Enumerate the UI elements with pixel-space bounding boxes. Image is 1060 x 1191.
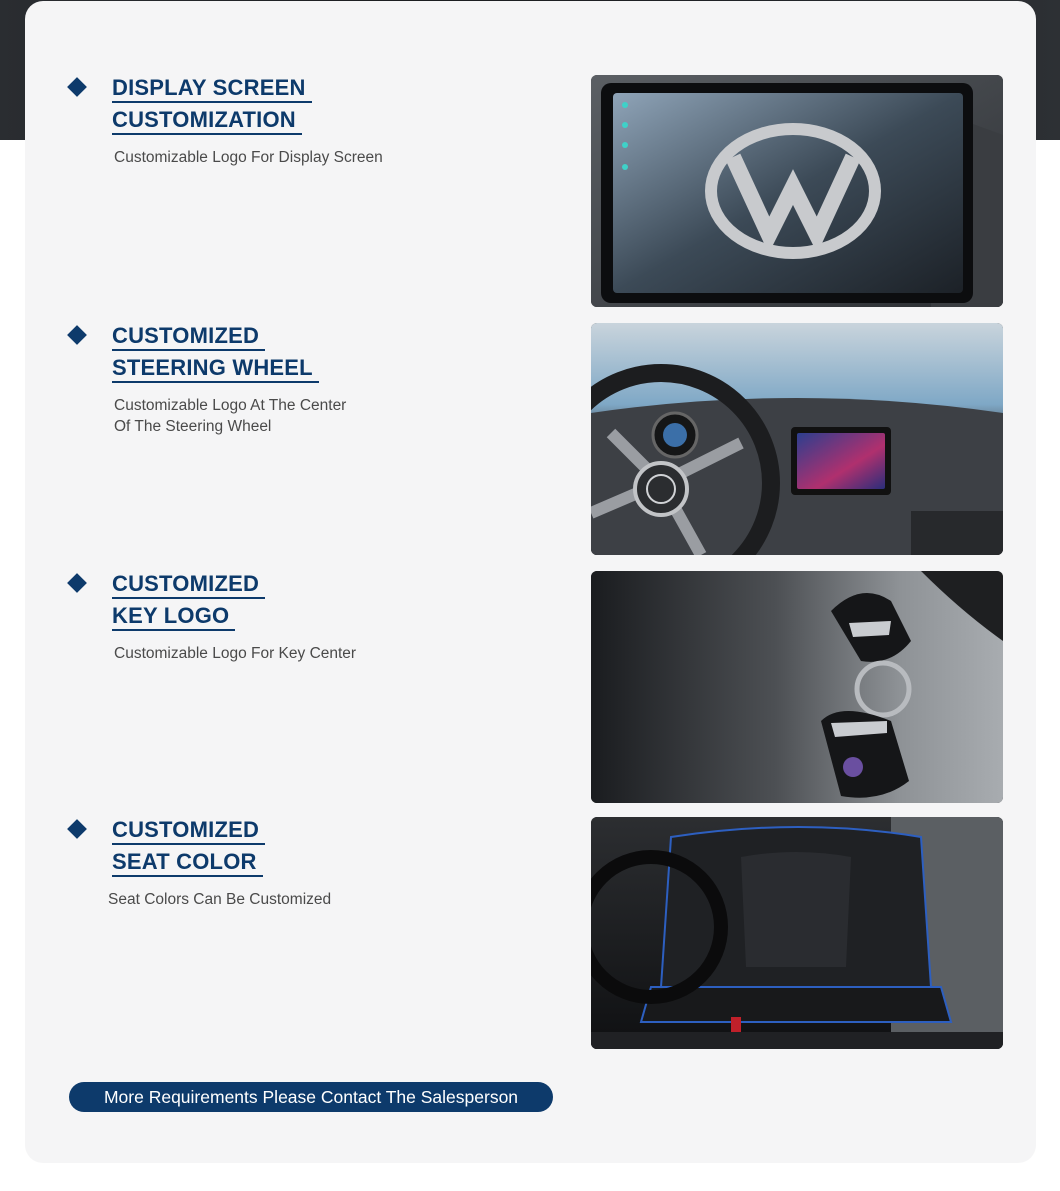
- section-description: Customizable Logo For Key Center: [114, 645, 357, 662]
- seat-color-photo: [591, 817, 1003, 1049]
- section-key-logo: [25, 571, 1036, 811]
- diamond-bullet-icon: [67, 819, 87, 839]
- diamond-bullet-icon: [67, 77, 87, 97]
- steering-wheel-photo: [591, 323, 1003, 555]
- section-description: Customizable Logo For Display Screen: [114, 149, 383, 166]
- section-title: CUSTOMIZED KEY LOGO: [112, 571, 265, 635]
- diamond-bullet-icon: [67, 573, 87, 593]
- diamond-bullet-icon: [67, 325, 87, 345]
- section-title: DISPLAY SCREEN CUSTOMIZATION: [112, 75, 312, 139]
- section-seat-color: [25, 817, 1036, 1057]
- customization-card: [25, 1, 1036, 1163]
- section-title: CUSTOMIZED SEAT COLOR: [112, 817, 265, 881]
- display-screen-photo: [591, 75, 1003, 307]
- contact-salesperson-button[interactable]: More Requirements Please Contact The Salesperson: [69, 1082, 553, 1112]
- section-description: Seat Colors Can Be Customized: [108, 891, 332, 908]
- key-logo-photo: [591, 571, 1003, 803]
- section-description: Customizable Logo At The Center Of The Steering Wheel: [114, 397, 347, 435]
- section-display-screen: [25, 75, 1036, 315]
- section-title: CUSTOMIZED STEERING WHEEL: [112, 323, 319, 387]
- section-steering-wheel: [25, 323, 1036, 563]
